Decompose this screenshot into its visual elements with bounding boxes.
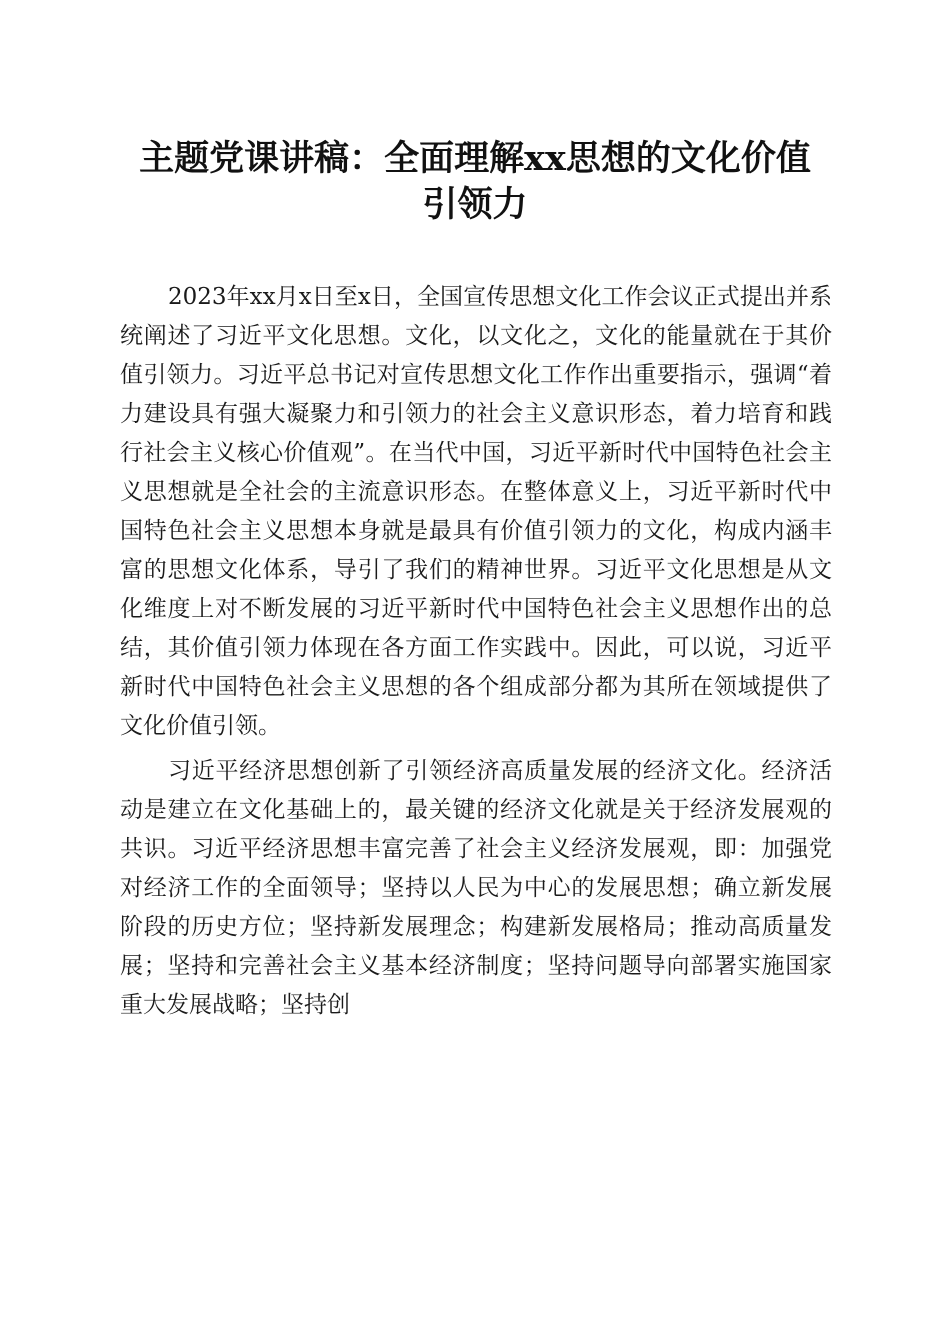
title-line-1: 主题党课讲稿：全面理解xx思想的文化价值 <box>139 138 811 179</box>
paragraph: 2023年xx月x日至x日，全国宣传思想文化工作会议正式提出并系统阐述了习近平文化思想。文化，以文化之，文化的能量就在于其价值引领力。习近平总书记对宣传思想文化工作作出重要指示，强调“着力建设具有强大凝聚力和引领力的社会主义意识形态，着力培育和践行社会主义核心价值观”。在当代中国，习近平新时代中国特色社会主义思想就是全社会的主流意识形态。在整体意义上，习近平新时代中国特色社会主义思想本身就是最具有价值引领力的文化，构成内涵丰富的思想文化体系，导引了我们的精神世界。习近平文化思想是从文化维度上对不断发展的习近平新时代中国特色社会主义思想作出的总结，其价值引领力体现在各方面工作实践中。因此，可以说，习近平新时代中国特色社会主义思想的各个组成部分都为其所在领域提供了文化价值引领。 <box>120 284 832 739</box>
paragraph: 习近平经济思想创新了引领经济高质量发展的经济文化。经济活动是建立在文化基础上的，最关键的经济文化就是关于经济发展观的共识。习近平经济思想丰富完善了社会主义经济发展观，即：加强党对经济工作的全面领导；坚持以人民为中心的发展思想；确立新发展阶段的历史方位；坚持新发展理念；构建新发展格局；推动高质量发展；坚持和完善社会主义基本经济制度；坚持问题导向部署实施国家重大发展战略；坚持创 <box>120 758 832 1018</box>
document-body <box>120 278 832 1031</box>
document-title <box>100 136 850 228</box>
title-line-2: 引领力 <box>422 184 528 225</box>
